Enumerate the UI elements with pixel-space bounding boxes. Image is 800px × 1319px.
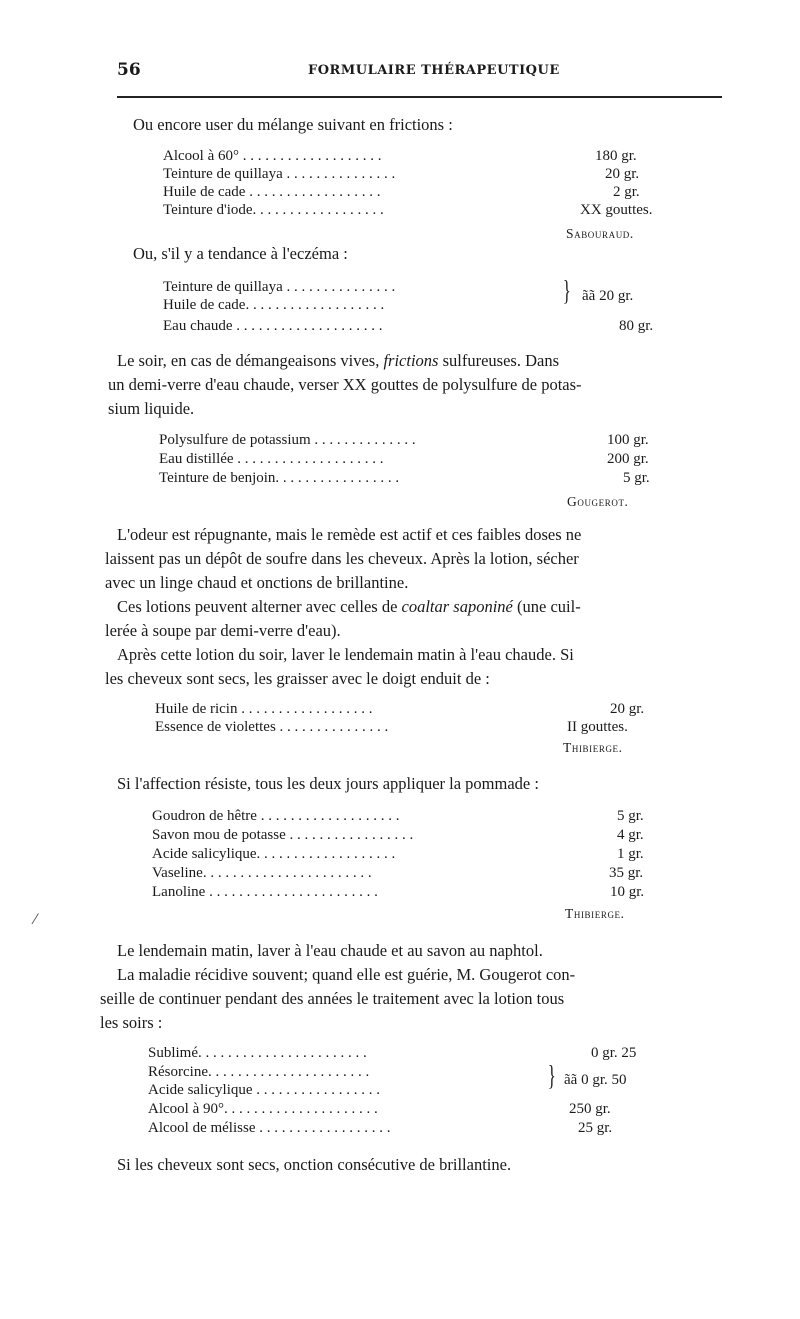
paragraph-line: un demi-verre d'eau chaude, verser XX gouttes de polysulfure de potas-: [108, 375, 582, 394]
recipe-line-quantity: 250 gr.: [569, 1101, 611, 1117]
recipe-group-quantity: ãã 0 gr. 50: [564, 1072, 627, 1088]
recipe-line-quantity: 35 gr.: [609, 865, 644, 881]
paragraph-line: L'odeur est répugnante, mais le remède est actif et ces faibles doses ne: [117, 525, 582, 544]
recipe-line-quantity: 0 gr. 25: [591, 1045, 637, 1061]
recipe-line-ingredient: Polysulfure de potassium . . . . . . . . . . . . . .: [159, 432, 416, 448]
recipe-line-ingredient: Goudron de hêtre . . . . . . . . . . . . . . . . . . .: [152, 808, 400, 824]
paragraph-line: Si les cheveux sont secs, onction consécutive de brillantine.: [117, 1155, 512, 1174]
brace-icon: }: [547, 1061, 556, 1092]
recipe-line-quantity: 20 gr.: [610, 701, 645, 717]
author-signature: Thibierge.: [563, 740, 623, 755]
paragraph-intro-eczema: Ou, s'il y a tendance à l'eczéma :: [133, 244, 348, 263]
paragraph-line: Après cette lotion du soir, laver le lendemain matin à l'eau chaude. Si: [117, 645, 574, 664]
recipe-line-ingredient: Acide salicylique. . . . . . . . . . . . . . . . . . .: [152, 846, 396, 862]
text-run: sulfureuses. Dans: [442, 351, 560, 370]
recipe-group-quantity: ãã 20 gr.: [582, 288, 634, 304]
recipe-line-quantity: 25 gr.: [578, 1120, 613, 1136]
paragraph-line: avec un linge chaud et onctions de brillantine.: [105, 573, 409, 592]
recipe-line-ingredient: Teinture de benjoin. . . . . . . . . . . . . . . . .: [159, 470, 400, 486]
paragraph-coaltar: [117, 597, 581, 617]
recipe-line-ingredient: Alcool à 60° . . . . . . . . . . . . . . . . . . .: [163, 148, 382, 164]
paragraph-line: lerée à soupe par demi-verre d'eau).: [105, 621, 341, 640]
brace-icon: }: [562, 276, 571, 307]
recipe-line-quantity: 5 gr.: [617, 808, 644, 824]
recipe-line-ingredient: Eau distillée . . . . . . . . . . . . . . . . . . . .: [159, 451, 384, 467]
paragraph-line: laissent pas un dépôt de soufre dans les cheveux. Après la lotion, sécher: [105, 549, 579, 568]
recipe-line-quantity: II gouttes.: [567, 719, 628, 735]
paragraph-line: sium liquide.: [108, 399, 195, 418]
recipe-line-quantity: 80 gr.: [619, 318, 654, 334]
margin-mark: ⁄: [34, 912, 37, 928]
recipe-line-ingredient: Lanoline . . . . . . . . . . . . . . . . . . . . . . .: [152, 884, 378, 900]
recipe-line-quantity: 180 gr.: [595, 148, 637, 164]
recipe-line-quantity: 100 gr.: [607, 432, 649, 448]
recipe-line-ingredient: Teinture de quillaya . . . . . . . . . . . . . . .: [163, 166, 396, 182]
running-title: FORMULAIRE THÉRAPEUTIQUE: [308, 63, 560, 78]
recipe-line-quantity: 200 gr.: [607, 451, 649, 467]
recipe-line-ingredient: Savon mou de potasse . . . . . . . . . . . . . . . . .: [152, 827, 414, 843]
recipe-line-quantity: 1 gr.: [617, 846, 644, 862]
paragraph-line: La maladie récidive souvent; quand elle est guérie, M. Gougerot con-: [117, 965, 576, 984]
recipe-line-ingredient: Acide salicylique . . . . . . . . . . . . . . . . .: [148, 1082, 381, 1098]
recipe-line-quantity: 20 gr.: [605, 166, 640, 182]
recipe-line-quantity: 2 gr.: [613, 184, 640, 200]
paragraph-line: les cheveux sont secs, les graisser avec le doigt enduit de :: [105, 669, 490, 688]
paragraph-intro-pommade: Si l'affection résiste, tous les deux jours appliquer la pommade :: [117, 774, 539, 793]
text-run: Le soir, en cas de démangeaisons vives,: [117, 351, 380, 370]
author-signature: Gougerot.: [567, 494, 629, 509]
recipe-line-ingredient: Eau chaude . . . . . . . . . . . . . . . . . . . .: [163, 318, 383, 334]
author-signature: Sabouraud.: [566, 226, 634, 241]
text-run-italic: frictions: [383, 351, 439, 370]
recipe-line-quantity: 5 gr.: [623, 470, 650, 486]
text-run: Ces lotions peuvent alterner avec celles de: [117, 597, 398, 616]
recipe-line-ingredient: Huile de cade. . . . . . . . . . . . . . . . . . .: [163, 297, 385, 313]
recipe-line-ingredient: Alcool de mélisse . . . . . . . . . . . . . . . . . .: [148, 1120, 391, 1136]
recipe-line-quantity: XX gouttes.: [580, 202, 653, 218]
recipe-line-ingredient: Huile de ricin . . . . . . . . . . . . . . . . . .: [155, 701, 373, 717]
page-number: 56: [117, 60, 141, 80]
recipe-line-quantity: 10 gr.: [610, 884, 645, 900]
author-signature: Thibierge.: [565, 906, 625, 921]
recipe-line-ingredient: Résorcine. . . . . . . . . . . . . . . . . . . . . .: [148, 1064, 370, 1080]
recipe-line-ingredient: Essence de violettes . . . . . . . . . . . . . . .: [155, 719, 389, 735]
recipe-line-ingredient: Teinture de quillaya . . . . . . . . . . . . . . .: [163, 279, 396, 295]
recipe-line-ingredient: Teinture d'iode. . . . . . . . . . . . . . . . . .: [163, 202, 384, 218]
paragraph-line: seille de continuer pendant des années le traitement avec la lotion tous: [100, 989, 565, 1008]
recipe-line-ingredient: Alcool à 90°. . . . . . . . . . . . . . . . . . . . .: [148, 1101, 378, 1117]
recipe-line-ingredient: Vaseline. . . . . . . . . . . . . . . . . . . . . . .: [152, 865, 372, 881]
paragraph-line: les soirs :: [100, 1013, 163, 1032]
text-run-italic: coaltar saponiné: [401, 597, 513, 616]
header-rule: [117, 96, 722, 98]
paragraph-line: Le lendemain matin, laver à l'eau chaude et au savon au naphtol.: [117, 941, 543, 960]
recipe-line-ingredient: Sublimé. . . . . . . . . . . . . . . . . . . . . . .: [148, 1045, 367, 1061]
paragraph-evening: [117, 351, 559, 371]
recipe-line-ingredient: Huile de cade . . . . . . . . . . . . . . . . . .: [163, 184, 381, 200]
recipe-line-quantity: 4 gr.: [617, 827, 644, 843]
paragraph-intro-frictions: Ou encore user du mélange suivant en frictions :: [133, 115, 453, 134]
text-run: (une cuil-: [517, 597, 581, 616]
